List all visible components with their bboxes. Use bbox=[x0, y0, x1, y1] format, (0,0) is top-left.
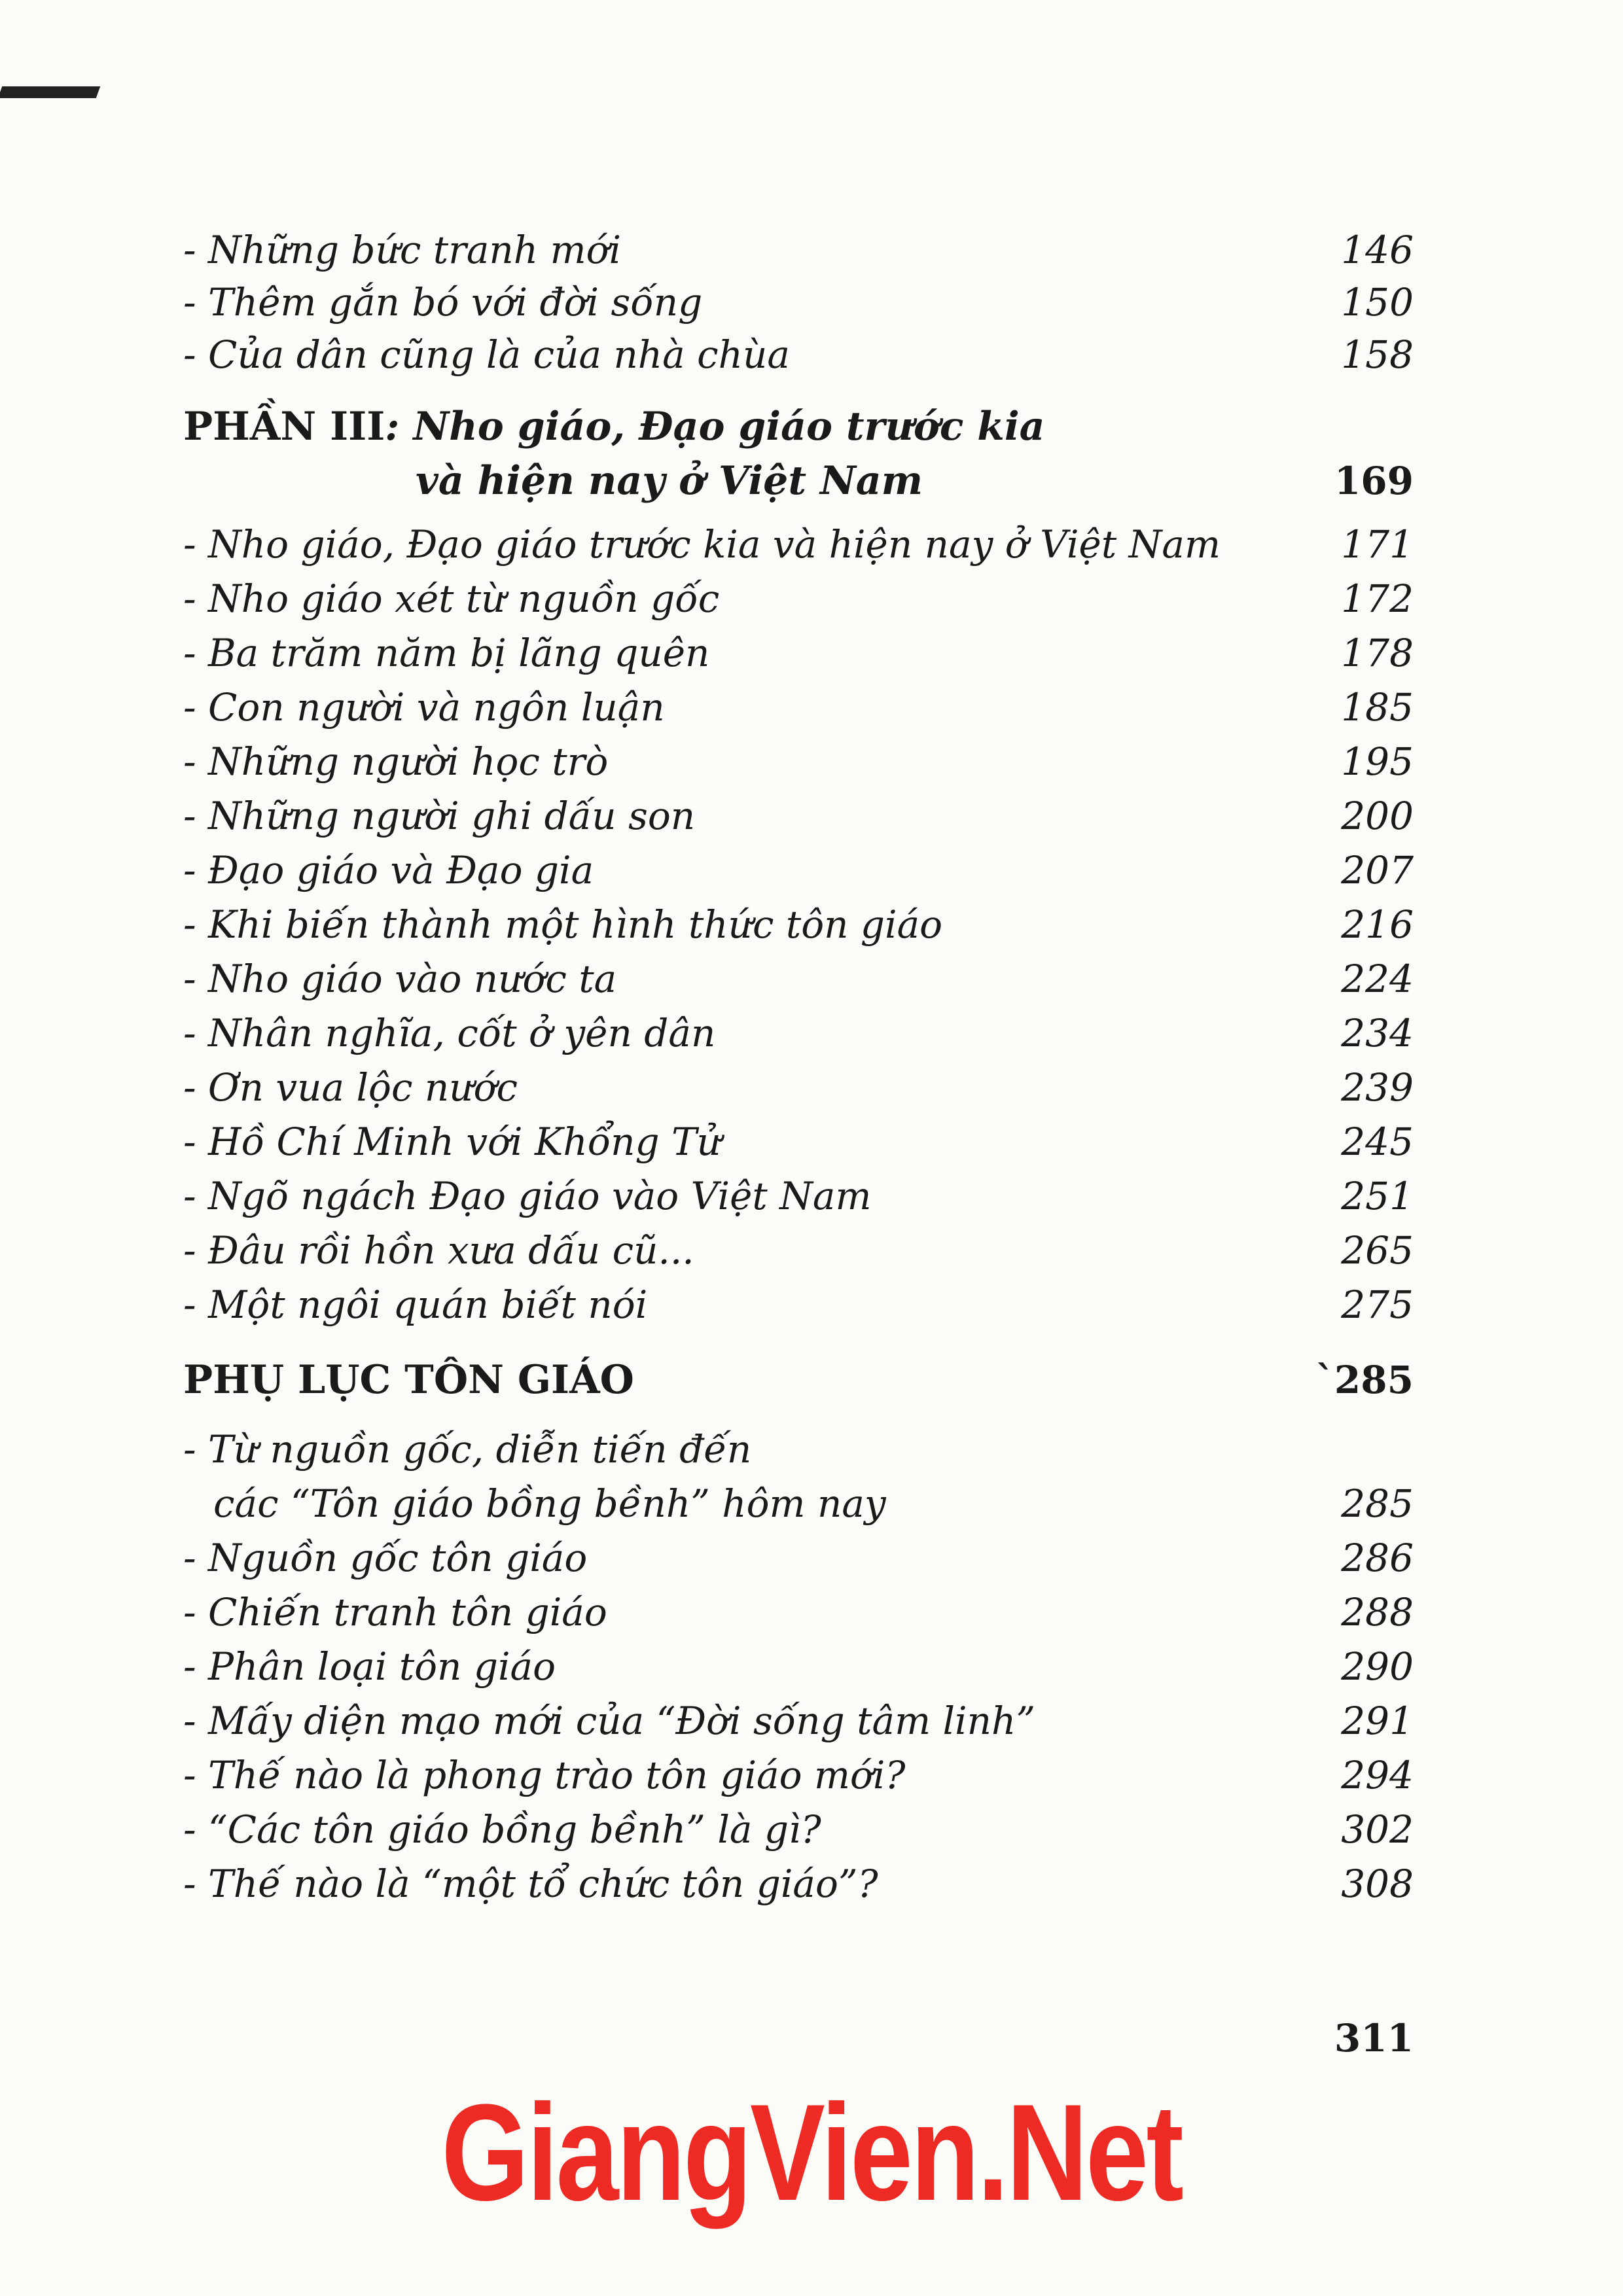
page-number: 311 bbox=[1334, 2016, 1414, 2060]
toc-entry-page: 294 bbox=[1341, 1753, 1414, 1797]
toc-entry-title: - “Các tôn giáo bồng bềnh” là gì? bbox=[183, 1807, 821, 1852]
toc-entry[interactable] bbox=[183, 1583, 1414, 1642]
toc-entry-page: 288 bbox=[1341, 1590, 1414, 1634]
part-heading-page: 169 bbox=[1334, 459, 1414, 503]
part-heading[interactable] bbox=[183, 397, 1414, 456]
toc-entry[interactable] bbox=[183, 1167, 1414, 1226]
toc-entry-page: 302 bbox=[1341, 1807, 1414, 1852]
toc-entry-title: - Mấy diện mạo mới của “Đời sống tâm linh” bbox=[183, 1699, 1035, 1743]
toc-entry[interactable] bbox=[183, 786, 1414, 845]
part-heading-continued[interactable] bbox=[183, 451, 1414, 510]
toc-entry-title: - Con người và ngôn luận bbox=[183, 685, 665, 730]
toc-entry[interactable] bbox=[183, 624, 1414, 682]
part-title-line1: : Nho giáo, Đạo giáo trước kia bbox=[385, 404, 1045, 450]
toc-entry-title: - Nguồn gốc tôn giáo bbox=[183, 1536, 588, 1580]
toc-entry-title: - Thế nào là phong trào tôn giáo mới? bbox=[183, 1753, 906, 1797]
toc-entry[interactable] bbox=[183, 895, 1414, 954]
appendix-page: `285 bbox=[1315, 1358, 1414, 1402]
toc-entry-title-line2: các “Tôn giáo bồng bềnh” hôm nay bbox=[213, 1481, 886, 1526]
toc-entry[interactable] bbox=[183, 841, 1414, 900]
toc-entry[interactable] bbox=[183, 1420, 1414, 1479]
toc-entry[interactable] bbox=[183, 569, 1414, 628]
toc-entry[interactable] bbox=[183, 678, 1414, 737]
toc-entry-page: 265 bbox=[1341, 1228, 1414, 1273]
toc-entry[interactable] bbox=[183, 1058, 1414, 1117]
toc-entry-page: 234 bbox=[1341, 1011, 1414, 1055]
toc-entry-title: - Thế nào là “một tổ chức tôn giáo”? bbox=[183, 1862, 878, 1906]
toc-entry-title: - Nho giáo xét từ nguồn gốc bbox=[183, 576, 720, 621]
toc-entry[interactable] bbox=[183, 515, 1414, 574]
toc-entry-page: 245 bbox=[1341, 1120, 1414, 1164]
toc-entry-page: 146 bbox=[1341, 228, 1414, 272]
toc-entry-page: 224 bbox=[1341, 957, 1414, 1001]
toc-entry-page: 290 bbox=[1341, 1644, 1414, 1689]
toc-entry[interactable] bbox=[183, 1004, 1414, 1063]
toc-entry-title: - Những người học trò bbox=[183, 739, 609, 784]
part-title-line2: và hiện nay ở Việt Nam bbox=[416, 458, 923, 504]
toc-entry[interactable] bbox=[183, 1746, 1414, 1805]
toc-entry-page: 200 bbox=[1341, 794, 1414, 838]
appendix-heading[interactable] bbox=[183, 1351, 1414, 1409]
appendix-title: PHỤ LỤC TÔN GIÁO bbox=[183, 1357, 634, 1403]
toc-entry[interactable] bbox=[183, 1854, 1414, 1913]
toc-entry-title: - Nhân nghĩa, cốt ở yên dân bbox=[183, 1011, 716, 1055]
toc-entry-title: - Phân loại tôn giáo bbox=[183, 1644, 556, 1689]
toc-entry[interactable] bbox=[183, 1112, 1414, 1171]
toc-entry-title: - Một ngôi quán biết nói bbox=[183, 1282, 648, 1327]
toc-entry-title: - Thêm gắn bó với đời sống bbox=[183, 280, 703, 325]
toc-entry[interactable] bbox=[183, 1800, 1414, 1859]
toc-entry-page: 150 bbox=[1341, 280, 1414, 325]
toc-entry[interactable] bbox=[183, 273, 1414, 332]
toc-entry-title: - Khi biến thành một hình thức tôn giáo bbox=[183, 902, 943, 947]
toc-entry-title: - Nho giáo, Đạo giáo trước kia và hiện nay ở Việt Nam bbox=[183, 522, 1221, 567]
toc-entry-page: 195 bbox=[1341, 739, 1414, 784]
toc-entry[interactable] bbox=[183, 1275, 1414, 1334]
toc-entry-page: 239 bbox=[1341, 1065, 1414, 1110]
toc-entry-title: - Hồ Chí Minh với Khổng Tử bbox=[183, 1120, 722, 1164]
toc-entry-title: - Ngõ ngách Đạo giáo vào Việt Nam bbox=[183, 1174, 872, 1218]
toc-entry-title: - Nho giáo vào nước ta bbox=[183, 957, 617, 1001]
toc-entry[interactable] bbox=[183, 1691, 1414, 1750]
toc-entry-page: 251 bbox=[1341, 1174, 1414, 1218]
toc-entry-title: - Của dân cũng là của nhà chùa bbox=[183, 332, 790, 377]
toc-entry-title: - Ơn vua lộc nước bbox=[183, 1065, 518, 1110]
toc-entry-title: - Ba trăm năm bị lãng quên bbox=[183, 631, 710, 675]
toc-entry-page: 275 bbox=[1341, 1282, 1414, 1327]
toc-entry-title: - Đạo giáo và Đạo gia bbox=[183, 848, 594, 892]
toc-entry-page: 285 bbox=[1341, 1481, 1414, 1526]
toc-entry-page: 158 bbox=[1341, 332, 1414, 377]
toc-entry[interactable] bbox=[183, 732, 1414, 791]
toc-entry-page: 171 bbox=[1341, 522, 1414, 567]
toc-entry-page: 286 bbox=[1341, 1536, 1414, 1580]
toc-entry-title: - Chiến tranh tôn giáo bbox=[183, 1590, 607, 1634]
toc-entry-page: 185 bbox=[1341, 685, 1414, 730]
part-label: PHẦN III bbox=[183, 404, 385, 450]
toc-entry-continued[interactable] bbox=[183, 1474, 1414, 1533]
toc-entry[interactable] bbox=[183, 1528, 1414, 1587]
toc-entry-page: 291 bbox=[1341, 1699, 1414, 1743]
toc-entry-title-line1: - Từ nguồn gốc, diễn tiến đến bbox=[183, 1427, 752, 1472]
toc-entry-page: 178 bbox=[1341, 631, 1414, 675]
toc-entry[interactable] bbox=[183, 325, 1414, 384]
toc-entry-page: 172 bbox=[1341, 576, 1414, 621]
toc-entry[interactable] bbox=[183, 221, 1414, 279]
toc-entry-page: 308 bbox=[1341, 1862, 1414, 1906]
toc-entry-title: - Những bức tranh mới bbox=[183, 228, 622, 272]
toc-entry-title: - Những người ghi dấu son bbox=[183, 794, 696, 838]
part-heading-line1 bbox=[183, 397, 1045, 456]
watermark-logo: GiangVien.Net bbox=[441, 2075, 1182, 2229]
toc-entry-title: - Đâu rồi hồn xưa dấu cũ... bbox=[183, 1228, 694, 1273]
toc-entry[interactable] bbox=[183, 1637, 1414, 1696]
toc-entry-page: 216 bbox=[1341, 902, 1414, 947]
toc-entry[interactable] bbox=[183, 1221, 1414, 1280]
toc-entry[interactable] bbox=[183, 949, 1414, 1008]
toc-entry-page: 207 bbox=[1341, 848, 1414, 892]
